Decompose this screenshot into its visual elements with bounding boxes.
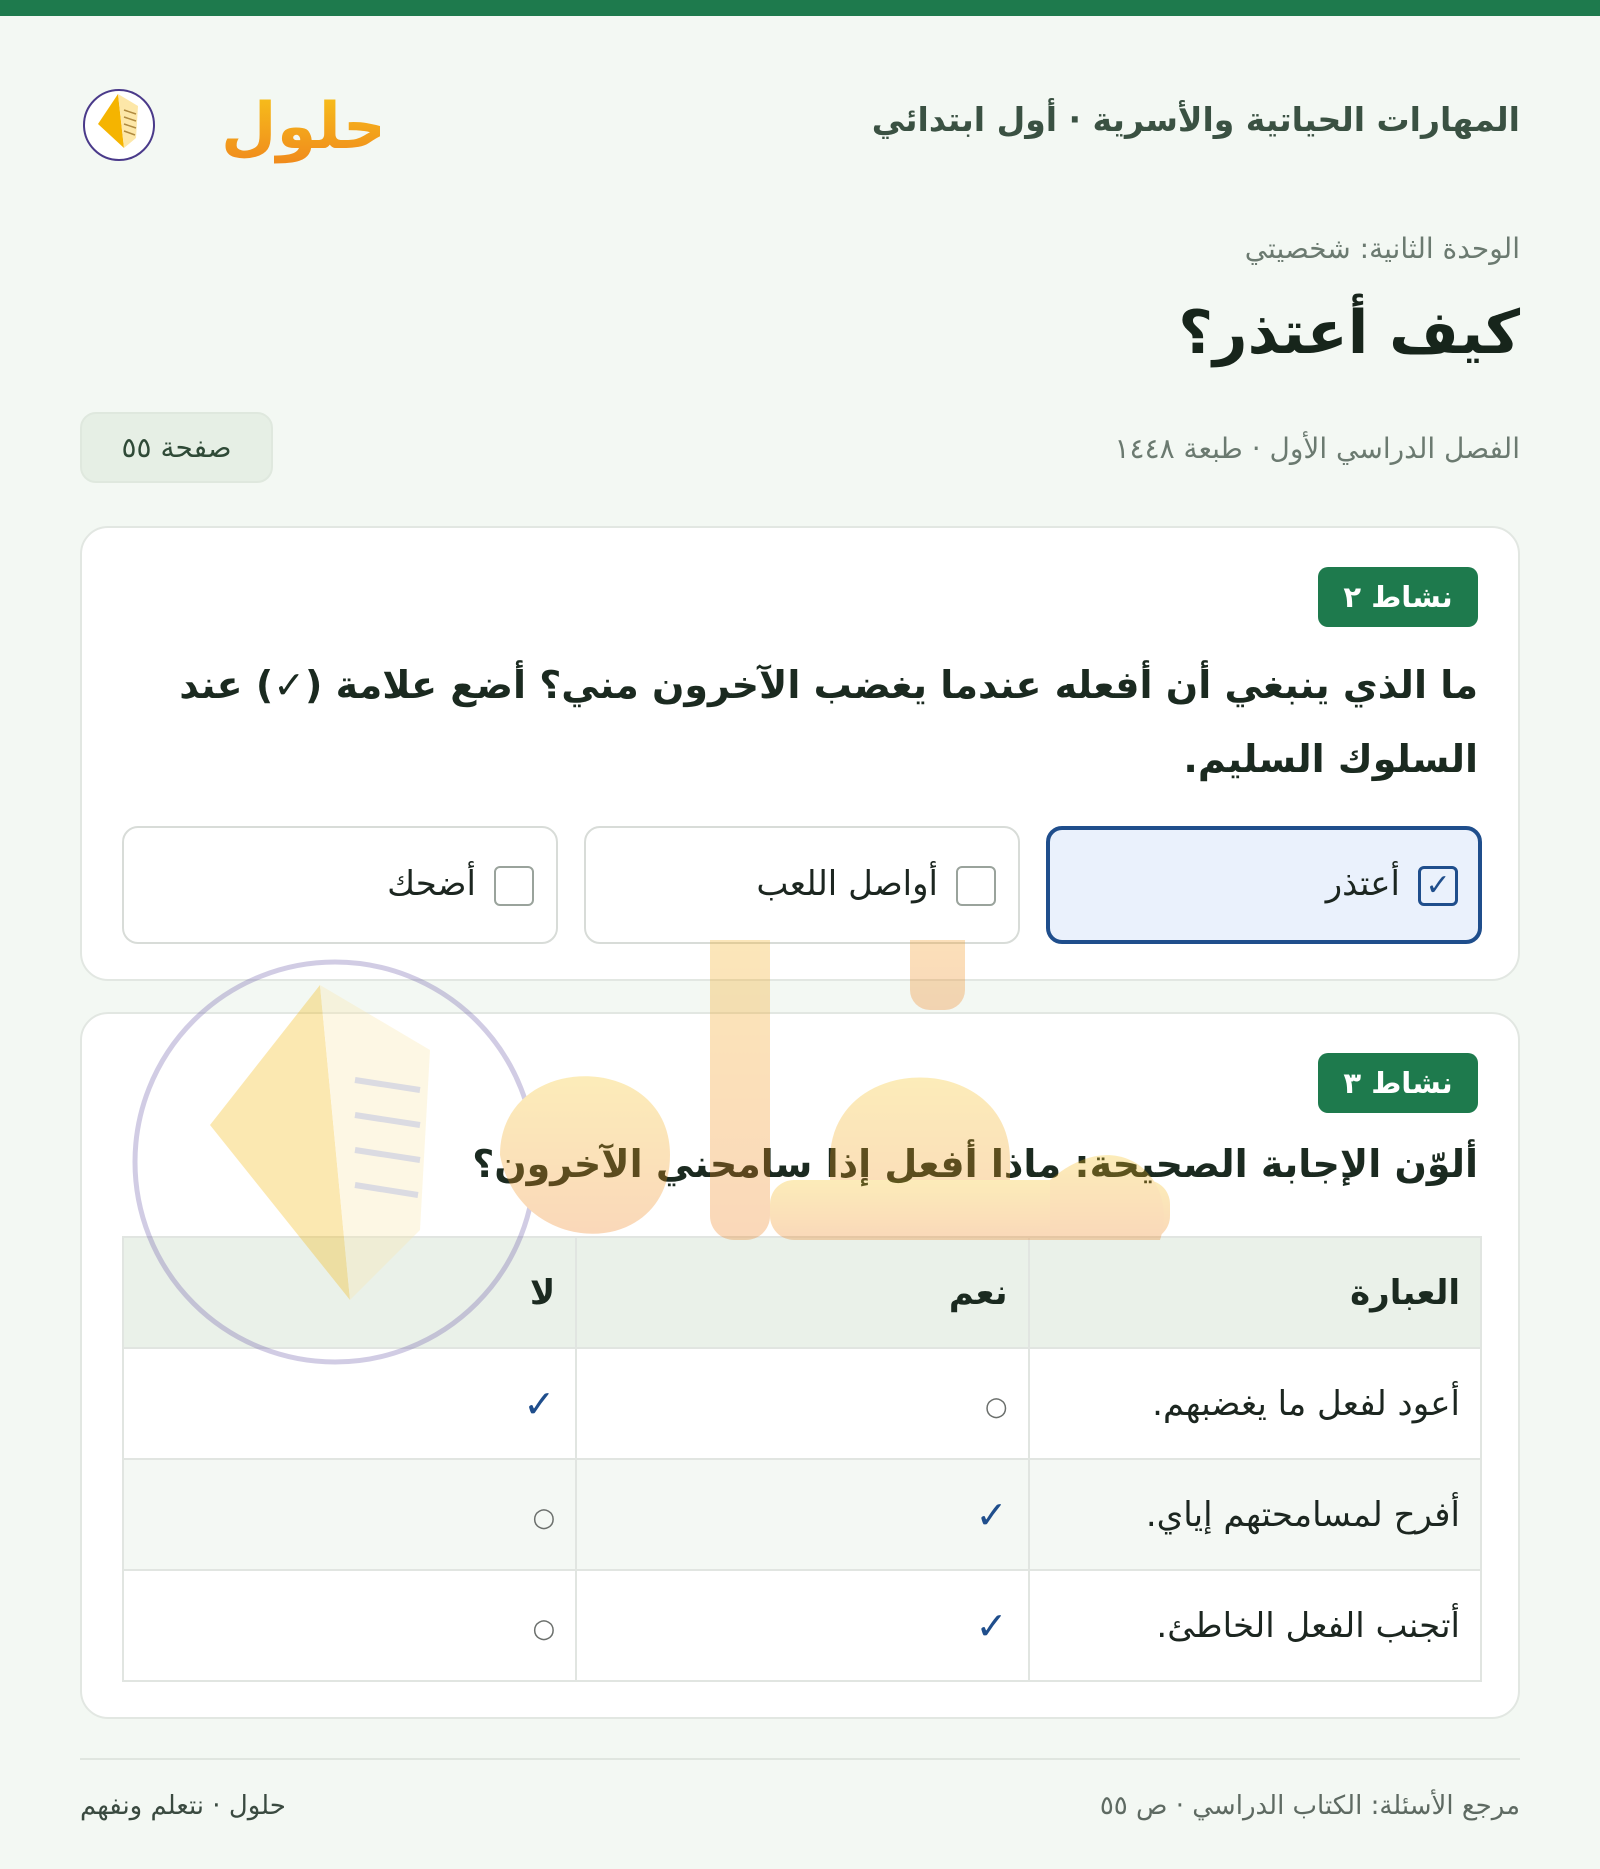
no-cell[interactable] [123,1348,576,1459]
option-keep-playing[interactable] [584,826,1020,944]
top-accent-bar [0,0,1600,16]
footer-divider [80,1758,1520,1760]
statement-cell: أعود لفعل ما يغضبهم. [1029,1348,1481,1459]
activity-2-card [80,526,1520,981]
checkmark-icon: ✓ [975,1603,1008,1648]
subject-title: المهارات الحياتية والأسرية · أول ابتدائي [871,100,1520,139]
yes-cell[interactable] [576,1348,1028,1459]
activity-2-options [122,826,1482,944]
unchecked-checkbox[interactable] [956,866,996,906]
activity-2-question: ما الذي ينبغي أن أفعله عندما يغضب الآخرون مني؟ أضع علامة (✓) عند السلوك السليم. [179,663,1478,781]
footer-reference: مرجع الأسئلة: الكتاب الدراسي · ص ٥٥ [1099,1791,1520,1821]
option-label: أضحك [387,864,476,904]
empty-circle-icon: ○ [532,1502,556,1533]
answer-table [122,1236,1482,1682]
empty-circle-icon: ○ [532,1613,556,1644]
yes-cell[interactable] [576,1570,1028,1681]
yes-cell[interactable] [576,1459,1028,1570]
statement-cell: أتجنب الفعل الخاطئ. [1029,1570,1481,1681]
footer-brand: حلول · نتعلم ونفهم [80,1791,286,1821]
book-icon [80,62,380,180]
page-number-badge: صفحة ٥٥ [80,412,273,483]
table-row [123,1348,1481,1459]
checkmark-icon: ✓ [523,1381,556,1426]
svg-text:حلول: حلول [221,90,380,164]
term-label: الفصل الدراسي الأول · طبعة ١٤٤٨ [1114,432,1520,465]
checkmark-icon: ✓ [975,1492,1008,1537]
column-header-no: لا [123,1237,576,1348]
activity-3-card [80,1012,1520,1719]
option-apologize[interactable] [1046,826,1482,944]
page-header [80,62,1520,192]
option-laugh[interactable] [122,826,558,944]
activity-3-question: ألوّن الإجابة الصحيحة: ماذا أفعل إذا سامحني الآخرون؟ [472,1142,1478,1186]
option-label: أواصل اللعب [756,864,938,904]
brand-logo[interactable] [80,62,380,180]
table-header-row [123,1237,1481,1348]
unit-label: الوحدة الثانية: شخصيتي [1244,232,1520,265]
unchecked-checkbox[interactable] [494,866,534,906]
column-header-yes: نعم [576,1237,1028,1348]
table-row [123,1570,1481,1681]
statement-cell: أفرح لمسامحتهم إياي. [1029,1459,1481,1570]
activity-2-badge: نشاط ٢ [1318,567,1478,627]
column-header-statement: العبارة [1029,1237,1481,1348]
checked-checkbox[interactable]: ✓ [1418,866,1458,906]
no-cell[interactable] [123,1459,576,1570]
option-label: أعتذر [1325,864,1400,904]
lesson-title: كيف أعتذر؟ [1178,298,1520,368]
table-row [123,1459,1481,1570]
empty-circle-icon: ○ [984,1391,1008,1422]
activity-3-badge: نشاط ٣ [1318,1053,1478,1113]
no-cell[interactable] [123,1570,576,1681]
